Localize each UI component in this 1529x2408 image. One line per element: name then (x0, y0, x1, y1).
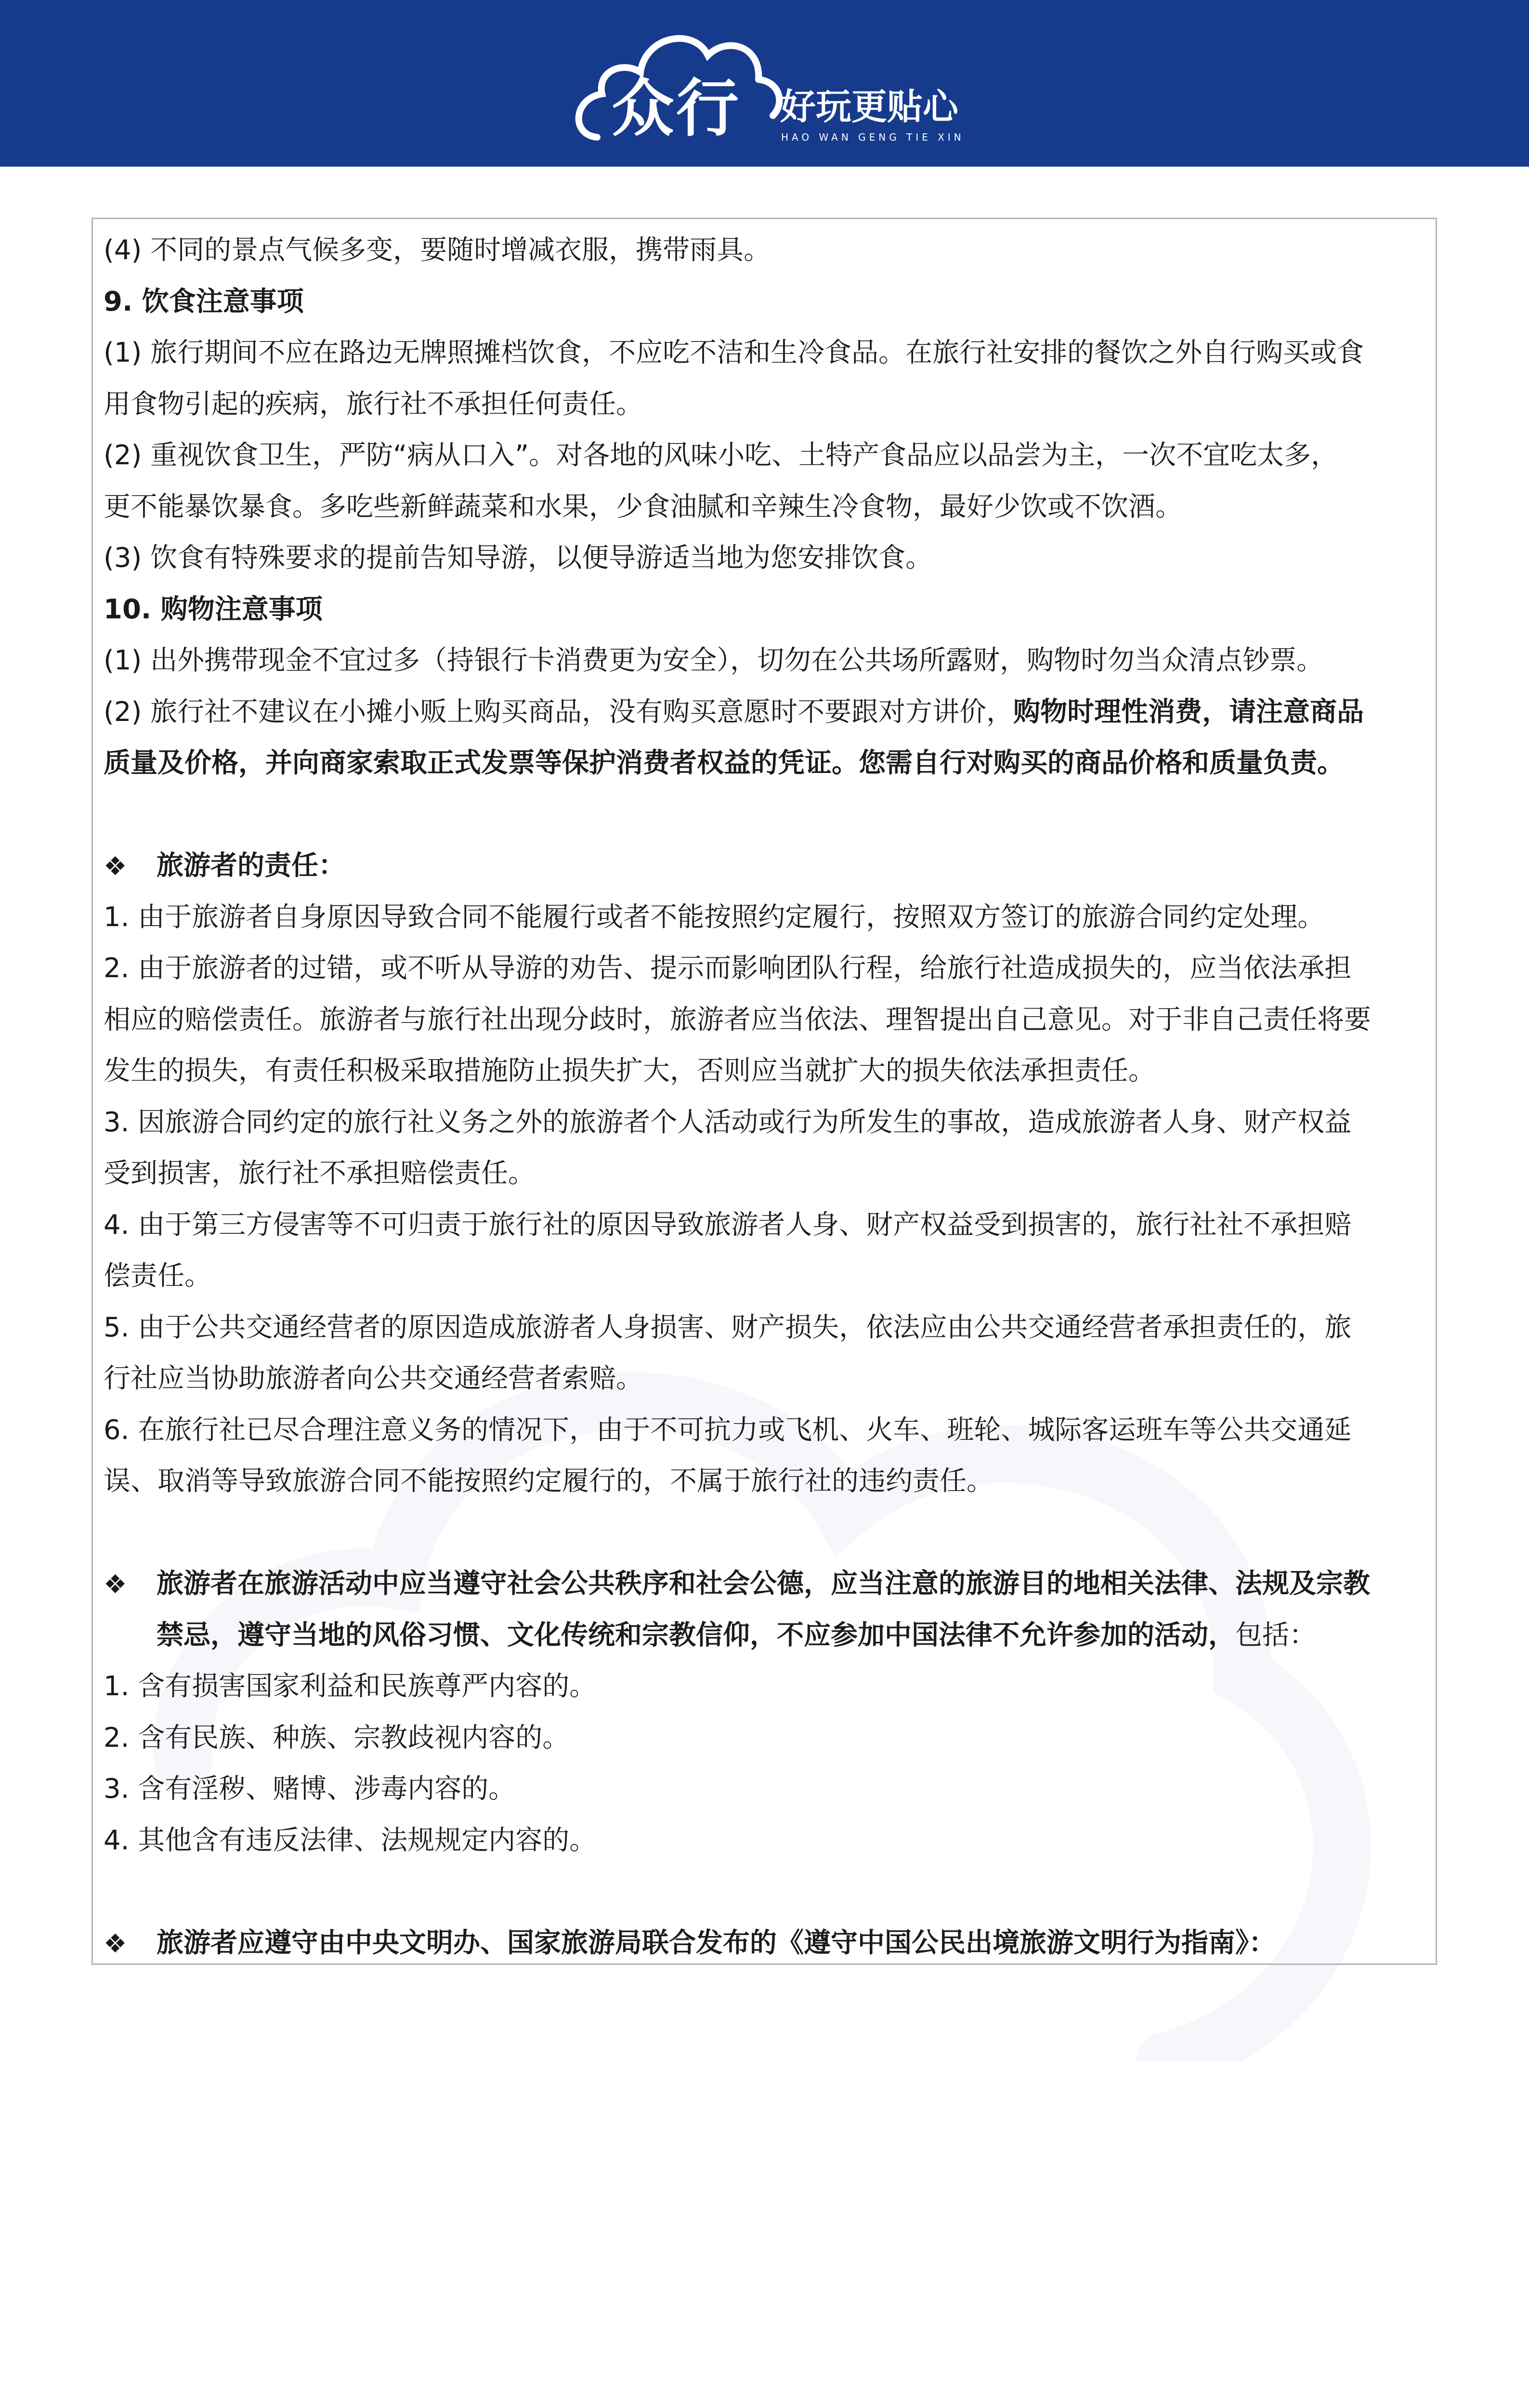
text-line: 3. 因旅游合同约定的旅行社义务之外的旅游者个人活动或行为所发生的事故，造成旅游者人身、财产权益 (104, 1107, 1352, 1138)
section-heading-shopping: 10. 购物注意事项 (104, 594, 323, 625)
section-title-conduct: 旅游者在旅游活动中应当遵守社会公共秩序和社会公德，应当注意的旅游目的地相关法律、法规及宗教 (157, 1568, 1370, 1599)
brand-logo (568, 26, 968, 152)
section-title-responsibility: 旅游者的责任： (157, 850, 345, 881)
text-line: (1) 旅行期间不应在路边无牌照摊档饮食，不应吃不洁和生冷食品。在旅行社安排的餐饮之外自行购买或食 (104, 337, 1364, 368)
text-line: 误、取消等导致旅游合同不能按照约定履行的，不属于旅行社的违约责任。 (104, 1466, 993, 1497)
diamond-bullet-icon: ❖ (104, 1928, 127, 1959)
header-bar (0, 0, 1529, 167)
section-title-conduct-cont: 禁忌，遵守当地的风俗习惯、文化传统和宗教信仰，不应参加中国法律不允许参加的活动，包括： (157, 1620, 1316, 1651)
text-line: (1) 出外携带现金不宜过多（持银行卡消费更为安全），切勿在公共场所露财，购物时勿当众清点钞票。 (104, 645, 1324, 676)
text-line: (4) 不同的景点气候多变，要随时增减衣服，携带雨具。 (104, 235, 771, 266)
text-line: 2. 由于旅游者的过错，或不听从导游的劝告、提示而影响团队行程，给旅行社造成损失的，应当依法承担 (104, 953, 1352, 984)
list-item: 2. 含有民族、种族、宗教歧视内容的。 (104, 1722, 570, 1754)
text-line: 发生的损失，有责任积极采取措施防止损失扩大，否则应当就扩大的损失依法承担责任。 (104, 1055, 1155, 1086)
text-line: 更不能暴饮暴食。多吃些新鲜蔬菜和水果，少食油腻和辛辣生冷食物，最好少饮或不饮酒。 (104, 491, 1182, 523)
diamond-bullet-icon: ❖ (104, 1569, 127, 1599)
text-line: (3) 饮食有特殊要求的提前告知导游，以便导游适当地为您安排饮食。 (104, 542, 933, 574)
content-frame (91, 218, 1437, 1965)
text-line: 6. 在旅行社已尽合理注意义务的情况下，由于不可抗力或飞机、火车、班轮、城际客运班车等公共交通延 (104, 1414, 1352, 1446)
text-line: 4. 由于第三方侵害等不可归责于旅行社的原因导致旅游者人身、财产权益受到损害的，旅行社社不承担赔 (104, 1209, 1352, 1241)
text-line: (2) 旅行社不建议在小摊小贩上购买商品，没有购买意愿时不要跟对方讲价，购物时理性消费，请注意商品 (104, 696, 1364, 728)
text-line: 偿责任。 (104, 1260, 211, 1292)
text-line: 1. 由于旅游者自身原因导致合同不能履行或者不能按照约定履行，按照双方签订的旅游合同约定处理。 (104, 902, 1325, 933)
text-line: (2) 重视饮食卫生，严防“病从口入”。对各地的风味小吃、土特产食品应以品尝为主，一次不宜吃太多， (104, 440, 1338, 471)
list-item: 1. 含有损害国家利益和民族尊严内容的。 (104, 1671, 597, 1702)
text-line: 5. 由于公共交通经营者的原因造成旅游者人身损害、财产损失，依法应由公共交通经营者承担责任的，旅 (104, 1312, 1352, 1343)
text-line: 行社应当协助旅游者向公共交通经营者索赔。 (104, 1363, 643, 1394)
logo-pinyin: HAO WAN GENG TIE XIN (781, 131, 965, 143)
diamond-bullet-icon: ❖ (104, 851, 127, 881)
footer (0, 2081, 1529, 2129)
text-line: 相应的赔偿责任。旅游者与旅行社出现分歧时，旅游者应当依法、理智提出自己意见。对于非自己责任将要 (104, 1004, 1371, 1035)
text-line: 用食物引起的疾病，旅行社不承担任何责任。 (104, 389, 643, 420)
logo-slogan: 好玩更贴心 (780, 86, 958, 128)
emphasis-text: 购物时理性消费，请注意商品 (1013, 696, 1364, 728)
logo-main-text: 众行 (612, 72, 741, 145)
list-item: 3. 含有淫秽、赌博、涉毒内容的。 (104, 1773, 516, 1805)
section-heading-diet: 9. 饮食注意事项 (104, 286, 304, 317)
list-item: 4. 其他含有违反法律、法规规定内容的。 (104, 1825, 597, 1856)
section-title-guideline: 旅游者应遵守由中央文明办、国家旅游局联合发布的《遵守中国公民出境旅游文明行为指南》： (157, 1927, 1276, 1959)
emphasis-text: 质量及价格，并向商家索取正式发票等保护消费者权益的凭证。您需自行对购买的商品价格和质量负责。 (104, 747, 1344, 779)
text-line: 受到损害，旅行社不承担赔偿责任。 (104, 1158, 535, 1189)
